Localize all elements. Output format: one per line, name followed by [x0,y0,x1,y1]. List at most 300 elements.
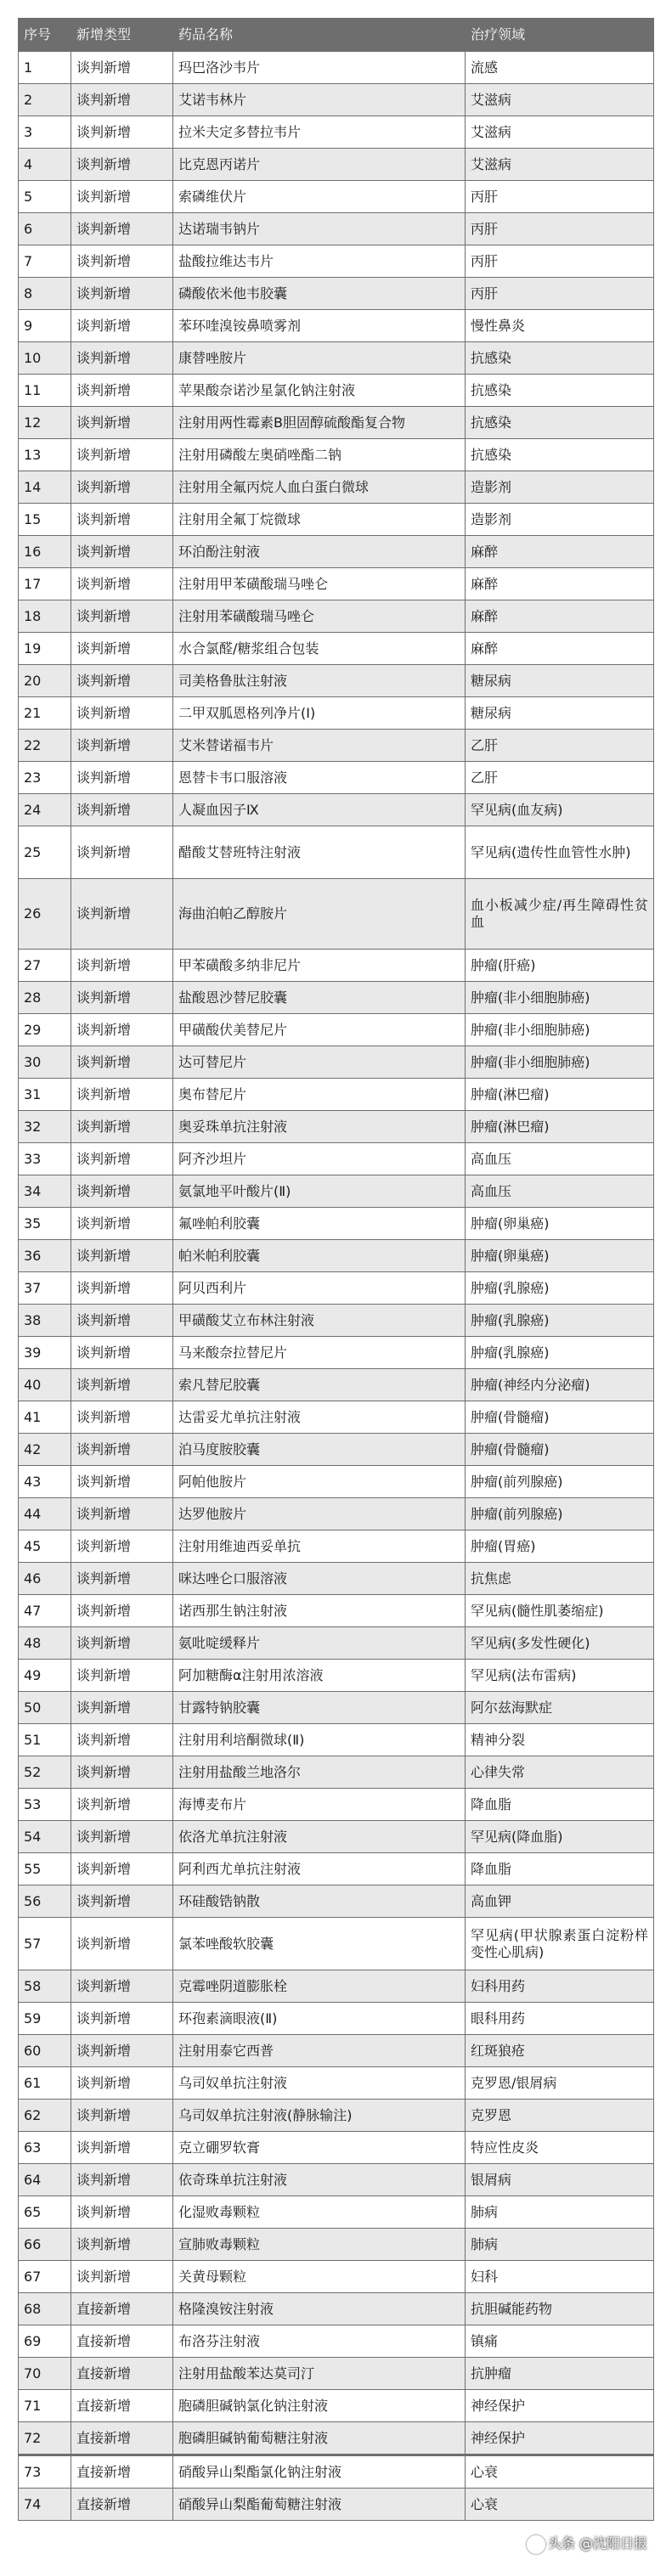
header-index: 序号 [19,19,71,52]
cell-index: 12 [19,407,71,439]
cell-drug-name: 比克恩丙诺片 [173,149,466,181]
cell-type: 谈判新增 [71,1595,173,1627]
header-field: 治疗领域 [466,19,654,52]
cell-type: 谈判新增 [71,1466,173,1498]
cell-drug-name: 海曲泊帕乙醇胺片 [173,879,466,950]
cell-index: 61 [19,2067,71,2100]
cell-field: 肿瘤(前列腺癌) [466,1498,654,1530]
cell-type: 谈判新增 [71,84,173,116]
cell-type: 谈判新增 [71,1498,173,1530]
cell-index: 42 [19,1434,71,1466]
cell-drug-name: 环泊酚注射液 [173,536,466,568]
cell-field: 血小板减少症/再生障碍性贫血 [466,879,654,950]
cell-drug-name: 注射用两性霉素B胆固醇硫酸酯复合物 [173,407,466,439]
table-row [19,826,654,879]
cell-drug-name: 氨氯地平叶酸片(Ⅱ) [173,1175,466,1208]
table-row [19,1595,654,1627]
cell-index: 32 [19,1111,71,1143]
cell-drug-name: 阿齐沙坦片 [173,1143,466,1175]
cell-index: 14 [19,471,71,504]
table-row [19,84,654,116]
cell-type: 谈判新增 [71,1079,173,1111]
table-row [19,536,654,568]
table-row [19,342,654,375]
table-row [19,1111,654,1143]
cell-type: 谈判新增 [71,1885,173,1918]
cell-index: 44 [19,1498,71,1530]
cell-field: 高血压 [466,1175,654,1208]
table-row [19,794,654,826]
table-row [19,213,654,245]
table-row [19,375,654,407]
cell-field: 肿瘤(卵巢癌) [466,1208,654,1240]
table-row [19,762,654,794]
cell-drug-name: 关黄母颗粒 [173,2261,466,2293]
table-row [19,2100,654,2132]
table-row [19,1756,654,1789]
cell-field: 克罗恩 [466,2100,654,2132]
table-row [19,1692,654,1724]
cell-drug-name: 注射用全氟丙烷人血白蛋白微球 [173,471,466,504]
cell-field: 抗胆碱能药物 [466,2293,654,2325]
table-row [19,1970,654,2003]
table-row [19,982,654,1014]
cell-index: 7 [19,245,71,278]
cell-index: 24 [19,794,71,826]
cell-type: 谈判新增 [71,1627,173,1660]
table-row [19,633,654,665]
cell-type: 直接新增 [71,2455,173,2489]
table-row [19,697,654,730]
cell-index: 4 [19,149,71,181]
cell-drug-name: 二甲双胍恩格列净片(Ⅰ) [173,697,466,730]
cell-index: 41 [19,1401,71,1434]
cell-field: 神经保护 [466,2422,654,2455]
cell-field: 抗感染 [466,439,654,471]
cell-type: 谈判新增 [71,1530,173,1563]
table-row [19,439,654,471]
cell-drug-name: 康替唑胺片 [173,342,466,375]
cell-field: 肿瘤(非小细胞肺癌) [466,982,654,1014]
cell-field: 丙肝 [466,213,654,245]
cell-field: 乙肝 [466,730,654,762]
cell-type: 谈判新增 [71,2261,173,2293]
cell-type: 谈判新增 [71,762,173,794]
cell-type: 谈判新增 [71,342,173,375]
header-drug-name: 药品名称 [173,19,466,52]
cell-drug-name: 注射用盐酸苯达莫司汀 [173,2358,466,2390]
cell-type: 谈判新增 [71,439,173,471]
cell-field: 乙肝 [466,762,654,794]
table-row [19,1918,654,1970]
watermark [527,2533,647,2554]
cell-drug-name: 达可替尼片 [173,1046,466,1079]
cell-type: 谈判新增 [71,1337,173,1369]
header-type: 新增类型 [71,19,173,52]
cell-type: 直接新增 [71,2422,173,2455]
cell-drug-name: 硝酸异山梨酯氯化钠注射液 [173,2455,466,2489]
cell-field: 艾滋病 [466,84,654,116]
table-row [19,52,654,84]
cell-drug-name: 注射用苯磺酸瑞马唑仑 [173,600,466,633]
drug-table-container [18,18,653,2521]
cell-index: 67 [19,2261,71,2293]
cell-drug-name: 索磷维伏片 [173,181,466,213]
table-row [19,1498,654,1530]
cell-index: 50 [19,1692,71,1724]
cell-type: 谈判新增 [71,1434,173,1466]
cell-index: 59 [19,2003,71,2035]
cell-type: 直接新增 [71,2325,173,2358]
cell-drug-name: 阿贝西利片 [173,1272,466,1305]
cell-drug-name: 阿帕他胺片 [173,1466,466,1498]
cell-drug-name: 甘露特钠胶囊 [173,1692,466,1724]
table-row [19,665,654,697]
table-row [19,568,654,600]
cell-field: 流感 [466,52,654,84]
cell-type: 谈判新增 [71,1369,173,1401]
cell-drug-name: 水合氯醛/糖浆组合包装 [173,633,466,665]
cell-field: 造影剂 [466,504,654,536]
cell-index: 29 [19,1014,71,1046]
cell-index: 57 [19,1918,71,1970]
cell-type: 谈判新增 [71,310,173,342]
cell-index: 8 [19,278,71,310]
table-row [19,1143,654,1175]
cell-type: 谈判新增 [71,1563,173,1595]
cell-type: 谈判新增 [71,2035,173,2067]
cell-drug-name: 奥妥珠单抗注射液 [173,1111,466,1143]
cell-drug-name: 注射用维迪西妥单抗 [173,1530,466,1563]
cell-index: 45 [19,1530,71,1563]
cell-drug-name: 布洛芬注射液 [173,2325,466,2358]
cell-drug-name: 咪达唑仑口服溶液 [173,1563,466,1595]
cell-field: 罕见病(甲状腺素蛋白淀粉样变性心肌病) [466,1918,654,1970]
cell-index: 36 [19,1240,71,1272]
cell-field: 妇科用药 [466,1970,654,2003]
cell-type: 谈判新增 [71,1272,173,1305]
table-row [19,2261,654,2293]
cell-type: 谈判新增 [71,181,173,213]
cell-field: 肿瘤(乳腺癌) [466,1272,654,1305]
cell-drug-name: 达诺瑞韦钠片 [173,213,466,245]
cell-index: 64 [19,2164,71,2196]
cell-field: 妇科 [466,2261,654,2293]
cell-field: 肿瘤(神经内分泌瘤) [466,1369,654,1401]
cell-type: 谈判新增 [71,730,173,762]
cell-field: 抗感染 [466,375,654,407]
cell-field: 罕见病(降血脂) [466,1821,654,1853]
cell-index: 40 [19,1369,71,1401]
cell-field: 肿瘤(乳腺癌) [466,1305,654,1337]
cell-field: 肿瘤(肝癌) [466,950,654,982]
cell-field: 高血钾 [466,1885,654,1918]
cell-field: 罕见病(遗传性血管性水肿) [466,826,654,879]
cell-type: 谈判新增 [71,1724,173,1756]
table-row [19,1885,654,1918]
cell-type: 谈判新增 [71,950,173,982]
cell-field: 眼科用药 [466,2003,654,2035]
cell-type: 谈判新增 [71,1014,173,1046]
cell-type: 谈判新增 [71,2164,173,2196]
cell-index: 65 [19,2196,71,2229]
cell-drug-name: 甲磺酸艾立布林注射液 [173,1305,466,1337]
cell-index: 55 [19,1853,71,1885]
cell-index: 71 [19,2390,71,2422]
cell-index: 53 [19,1789,71,1821]
cell-drug-name: 拉米夫定多替拉韦片 [173,116,466,149]
cell-field: 红斑狼疮 [466,2035,654,2067]
cell-drug-name: 注射用泰它西普 [173,2035,466,2067]
table-row [19,2164,654,2196]
cell-drug-name: 格隆溴铵注射液 [173,2293,466,2325]
cell-index: 26 [19,879,71,950]
cell-field: 肿瘤(胃癌) [466,1530,654,1563]
cell-field: 抗感染 [466,407,654,439]
cell-index: 5 [19,181,71,213]
cell-type: 谈判新增 [71,697,173,730]
cell-drug-name: 玛巴洛沙韦片 [173,52,466,84]
cell-type: 谈判新增 [71,794,173,826]
cell-field: 心衰 [466,2455,654,2489]
cell-type: 谈判新增 [71,1175,173,1208]
cell-field: 造影剂 [466,471,654,504]
table-row [19,2196,654,2229]
table-row [19,181,654,213]
table-row [19,1046,654,1079]
cell-index: 22 [19,730,71,762]
cell-drug-name: 盐酸拉维达韦片 [173,245,466,278]
cell-index: 54 [19,1821,71,1853]
table-row [19,730,654,762]
cell-drug-name: 甲苯磺酸多纳非尼片 [173,950,466,982]
cell-type: 谈判新增 [71,1401,173,1434]
cell-type: 谈判新增 [71,1240,173,1272]
cell-field: 罕见病(法布雷病) [466,1660,654,1692]
table-row [19,1305,654,1337]
cell-drug-name: 苯环喹溴铵鼻喷雾剂 [173,310,466,342]
cell-drug-name: 氟唑帕利胶囊 [173,1208,466,1240]
cell-field: 精神分裂 [466,1724,654,1756]
cell-field: 肿瘤(淋巴瘤) [466,1079,654,1111]
table-row [19,2325,654,2358]
cell-type: 谈判新增 [71,665,173,697]
cell-type: 谈判新增 [71,1111,173,1143]
cell-type: 谈判新增 [71,1853,173,1885]
table-row [19,2003,654,2035]
cell-type: 谈判新增 [71,879,173,950]
cell-type: 谈判新增 [71,633,173,665]
cell-drug-name: 硝酸异山梨酯葡萄糖注射液 [173,2489,466,2521]
table-row [19,1434,654,1466]
table-row [19,1079,654,1111]
cell-type: 谈判新增 [71,2067,173,2100]
cell-field: 降血脂 [466,1789,654,1821]
cell-type: 谈判新增 [71,407,173,439]
cell-field: 罕见病(血友病) [466,794,654,826]
table-row [19,149,654,181]
cell-field: 丙肝 [466,278,654,310]
cell-index: 63 [19,2132,71,2164]
cell-index: 18 [19,600,71,633]
cell-type: 谈判新增 [71,1756,173,1789]
cell-drug-name: 海博麦布片 [173,1789,466,1821]
table-row [19,1401,654,1434]
table-row [19,1563,654,1595]
table-row [19,116,654,149]
cell-drug-name: 马来酸奈拉替尼片 [173,1337,466,1369]
cell-drug-name: 注射用全氟丁烷微球 [173,504,466,536]
cell-type: 谈判新增 [71,149,173,181]
cell-type: 谈判新增 [71,982,173,1014]
cell-field: 糖尿病 [466,665,654,697]
cell-index: 68 [19,2293,71,2325]
cell-type: 谈判新增 [71,2003,173,2035]
cell-field: 镇痛 [466,2325,654,2358]
cell-drug-name: 苹果酸奈诺沙星氯化钠注射液 [173,375,466,407]
cell-field: 抗焦虑 [466,1563,654,1595]
cell-type: 谈判新增 [71,1789,173,1821]
table-row [19,1660,654,1692]
cell-index: 46 [19,1563,71,1595]
cell-index: 16 [19,536,71,568]
cell-index: 28 [19,982,71,1014]
table-row [19,2390,654,2422]
cell-index: 52 [19,1756,71,1789]
table-row [19,278,654,310]
table-row [19,1175,654,1208]
cell-index: 34 [19,1175,71,1208]
cell-index: 9 [19,310,71,342]
cell-drug-name: 奥布替尼片 [173,1079,466,1111]
watermark-text: 头条 @沈阳日报 [547,2535,647,2551]
table-row [19,950,654,982]
cell-index: 35 [19,1208,71,1240]
cell-drug-name: 艾米替诺福韦片 [173,730,466,762]
cell-index: 2 [19,84,71,116]
cell-drug-name: 磷酸依米他韦胶囊 [173,278,466,310]
table-row [19,1014,654,1046]
cell-drug-name: 注射用利培酮微球(Ⅱ) [173,1724,466,1756]
cell-drug-name: 依洛尤单抗注射液 [173,1821,466,1853]
table-row [19,2293,654,2325]
cell-index: 27 [19,950,71,982]
cell-type: 直接新增 [71,2489,173,2521]
table-row [19,245,654,278]
cell-field: 肿瘤(非小细胞肺癌) [466,1046,654,1079]
cell-drug-name: 阿加糖酶α注射用浓溶液 [173,1660,466,1692]
cell-type: 谈判新增 [71,2132,173,2164]
cell-index: 23 [19,762,71,794]
cell-type: 谈判新增 [71,826,173,879]
cell-drug-name: 化湿败毒颗粒 [173,2196,466,2229]
table-row [19,1369,654,1401]
cell-index: 38 [19,1305,71,1337]
cell-drug-name: 索凡替尼胶囊 [173,1369,466,1401]
cell-index: 73 [19,2455,71,2489]
cell-field: 麻醉 [466,600,654,633]
cell-field: 糖尿病 [466,697,654,730]
cell-drug-name: 诺西那生钠注射液 [173,1595,466,1627]
cell-index: 20 [19,665,71,697]
cell-type: 谈判新增 [71,1208,173,1240]
cell-field: 肿瘤(骨髓瘤) [466,1434,654,1466]
cell-field: 麻醉 [466,568,654,600]
cell-type: 谈判新增 [71,1660,173,1692]
table-row [19,1466,654,1498]
cell-index: 6 [19,213,71,245]
cell-drug-name: 醋酸艾替班特注射液 [173,826,466,879]
cell-drug-name: 胞磷胆碱钠葡萄糖注射液 [173,2422,466,2455]
cell-index: 66 [19,2229,71,2261]
table-row [19,1208,654,1240]
cell-type: 谈判新增 [71,1970,173,2003]
cell-type: 谈判新增 [71,213,173,245]
table-row [19,2358,654,2390]
cell-index: 25 [19,826,71,879]
cell-drug-name: 胞磷胆碱钠氯化钠注射液 [173,2390,466,2422]
table-row [19,1853,654,1885]
cell-index: 15 [19,504,71,536]
cell-drug-name: 乌司奴单抗注射液(静脉输注) [173,2100,466,2132]
table-row [19,407,654,439]
cell-index: 37 [19,1272,71,1305]
cell-type: 直接新增 [71,2390,173,2422]
table-row [19,1530,654,1563]
cell-field: 克罗恩/银屑病 [466,2067,654,2100]
cell-field: 降血脂 [466,1853,654,1885]
cell-type: 谈判新增 [71,1918,173,1970]
cell-field: 肺病 [466,2196,654,2229]
cell-drug-name: 达雷妥尤单抗注射液 [173,1401,466,1434]
cell-drug-name: 达罗他胺片 [173,1498,466,1530]
cell-index: 17 [19,568,71,600]
cell-drug-name: 恩替卡韦口服溶液 [173,762,466,794]
cell-field: 艾滋病 [466,149,654,181]
cell-drug-name: 注射用磷酸左奥硝唑酯二钠 [173,439,466,471]
table-row [19,879,654,950]
cell-index: 48 [19,1627,71,1660]
cell-index: 21 [19,697,71,730]
table-row [19,1627,654,1660]
cell-index: 47 [19,1595,71,1627]
cell-field: 抗感染 [466,342,654,375]
cell-drug-name: 氨吡啶缓释片 [173,1627,466,1660]
cell-index: 19 [19,633,71,665]
cell-field: 肿瘤(非小细胞肺癌) [466,1014,654,1046]
drug-list-table [18,18,654,2521]
cell-drug-name: 注射用盐酸兰地洛尔 [173,1756,466,1789]
cell-drug-name: 盐酸恩沙替尼胶囊 [173,982,466,1014]
cell-field: 肿瘤(乳腺癌) [466,1337,654,1369]
cell-type: 谈判新增 [71,1692,173,1724]
table-row [19,1272,654,1305]
table-row [19,2422,654,2455]
cell-type: 谈判新增 [71,1821,173,1853]
cell-type: 谈判新增 [71,375,173,407]
cell-field: 肿瘤(卵巢癌) [466,1240,654,1272]
cell-field: 肿瘤(淋巴瘤) [466,1111,654,1143]
cell-drug-name: 泊马度胺胶囊 [173,1434,466,1466]
table-row [19,2067,654,2100]
table-header-row [19,19,654,52]
cell-field: 丙肝 [466,245,654,278]
cell-drug-name: 帕米帕利胶囊 [173,1240,466,1272]
cell-field: 神经保护 [466,2390,654,2422]
cell-field: 抗肿瘤 [466,2358,654,2390]
cell-type: 谈判新增 [71,568,173,600]
table-row [19,1240,654,1272]
